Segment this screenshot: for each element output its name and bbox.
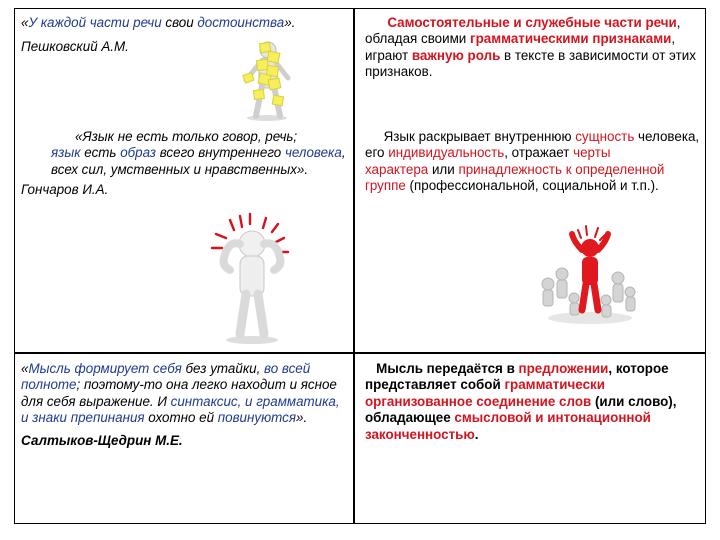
row1-author: Пешковский А.М.	[21, 39, 129, 55]
row1-quote	[21, 15, 347, 31]
text-run: ».	[296, 410, 308, 426]
text-run: человека	[284, 145, 342, 161]
text-run: У каждой части речи	[28, 15, 162, 30]
red-leader-figure-icon	[534, 226, 642, 326]
text-run: охотно ей	[144, 410, 218, 426]
text-run: достоинства	[197, 15, 285, 30]
text-run: образ	[120, 145, 157, 161]
row2-author: Гончаров И.А.	[21, 182, 109, 198]
row1-explanation-text	[365, 15, 701, 81]
row2-quote	[21, 129, 347, 178]
sticky-notes-figure-icon	[232, 40, 302, 122]
text-run: сущность	[575, 129, 635, 144]
text-run: «Язык не есть только говор, речь;	[75, 129, 298, 144]
stressed-figure-icon	[200, 214, 304, 344]
text-run: важную роль	[411, 47, 501, 63]
text-run: ; поэтому-то она легко находит и ясное для себя выражение. И	[21, 377, 337, 409]
row1-explanation	[365, 15, 701, 85]
text-run: ».	[284, 15, 296, 30]
text-run: во всей полноте	[21, 361, 311, 393]
text-run: , всех сил, умственных и нравственных».	[51, 145, 346, 177]
text-run: Язык раскрывает внутреннюю	[365, 129, 576, 144]
text-run: принадлежность к определенной группе	[365, 161, 665, 194]
text-run: грамматически организованное соединение слов	[365, 377, 605, 409]
text-run: смысловой и интонационной законченностью	[365, 410, 651, 442]
text-run: , обладая своими	[365, 15, 681, 47]
text-run: всего внутреннего	[156, 145, 285, 161]
row2-quote-cell	[21, 129, 347, 203]
text-run: .	[474, 426, 479, 442]
text-run: Самостоятельные и служебные части речи	[365, 15, 677, 30]
text-run: (или слово), обладающее	[365, 393, 677, 426]
text-run: предложении	[518, 361, 609, 376]
text-run: , которое представляет собой	[365, 361, 669, 393]
column-divider	[353, 9, 355, 523]
text-run: «	[21, 15, 29, 30]
text-run: человека, его	[365, 129, 700, 161]
text-run: Мысль формирует себя	[28, 361, 182, 376]
row3-explanation-text	[365, 361, 701, 443]
text-run: без утайки,	[181, 361, 265, 376]
row3-quote	[21, 361, 347, 427]
row2-explanation-text	[365, 129, 701, 195]
row3-author: Салтыков-Щедрин М.Е.	[21, 432, 183, 448]
row3-quote-cell	[21, 361, 347, 453]
text-run: синтаксис, и грамматика, и знаки препинания	[21, 393, 340, 426]
row-divider	[15, 352, 705, 354]
text-run: Мысль передаётся в	[365, 361, 519, 376]
text-run: в тексте в зависимости от этих признаков.	[365, 47, 696, 80]
text-run: язык	[51, 145, 81, 161]
text-run: есть	[80, 145, 121, 161]
text-run: грамматическими признаками	[470, 31, 672, 47]
text-run: «	[21, 361, 29, 376]
text-run: повинуются	[217, 410, 296, 426]
text-run: или	[428, 161, 459, 177]
row3-explanation	[365, 361, 701, 447]
text-run: свои	[161, 15, 198, 30]
text-run: , отражает	[504, 145, 574, 161]
text-run: , играют	[365, 31, 676, 63]
text-run: черты характера	[365, 145, 611, 177]
text-run: (профессиональной, социальной и т.п.).	[405, 178, 659, 194]
text-run: индивидуальность	[388, 145, 505, 161]
row2-explanation	[365, 129, 701, 199]
